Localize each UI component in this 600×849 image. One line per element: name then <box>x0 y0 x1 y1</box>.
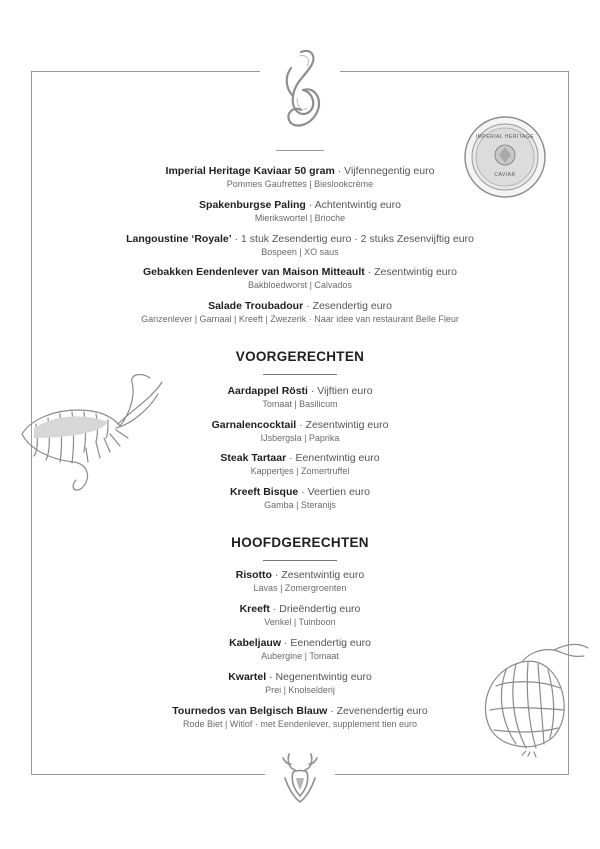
dish-description: Pommes Gaufrettes | Bieslookcrème <box>226 179 374 189</box>
separator: · <box>281 637 291 649</box>
menu-item <box>0 418 600 445</box>
menu-item-name <box>0 198 600 212</box>
menu-item-name <box>0 636 600 650</box>
dish-price: Negenentwintig euro <box>275 671 372 683</box>
dish-price: Zesentwintig euro <box>281 569 365 581</box>
dish-name: Tournedos van Belgisch Blauw <box>172 705 328 717</box>
menu-item <box>0 670 600 697</box>
menu-item-name <box>0 384 600 398</box>
menu-item <box>0 384 600 411</box>
separator: · <box>327 705 337 717</box>
dish-name: Langoustine ‘Royale’ <box>126 233 232 245</box>
dish-name: Steak Tartaar <box>220 452 287 464</box>
section-divider <box>263 560 337 561</box>
dish-price: Zevenendertig euro <box>336 705 428 717</box>
dish-name: Garnalencocktail <box>211 419 300 431</box>
dish-price: Vijftien euro <box>317 385 373 397</box>
dish-description: Rode Biet | Witlof · met Eendenlever, supplement tien euro <box>183 719 417 729</box>
dish-name: Kreeft <box>239 603 270 615</box>
dish-price: Zesentwintig euro <box>305 419 389 431</box>
menu-item <box>0 704 600 731</box>
menu-item-name <box>0 232 600 246</box>
menu-item-name <box>0 299 600 313</box>
menu-item <box>0 299 600 326</box>
dish-name: Kabeljauw <box>229 637 282 649</box>
dish-price: Eenentwintig euro <box>295 452 380 464</box>
section-title-voorgerechten: VOORGERECHTEN <box>235 349 365 364</box>
dish-name: Aardappel Rösti <box>227 385 308 397</box>
dish-price: Zesendertig euro <box>312 300 392 312</box>
caviar-tin-line2: CAVIAR <box>494 172 516 178</box>
menu-item-name <box>0 602 600 616</box>
menu-item-name <box>0 451 600 465</box>
dish-price: 1 stuk Zesendertig euro · 2 stuks Zesenvijftig euro <box>241 233 474 245</box>
separator: · <box>303 300 313 312</box>
section-title-hoofdgerechten: HOOFDGERECHTEN <box>231 535 369 550</box>
menu-item-name <box>0 568 600 582</box>
dish-price: Drieëndertig euro <box>279 603 361 615</box>
dish-price: Zesentwintig euro <box>374 266 457 278</box>
separator: · <box>305 199 315 211</box>
separator: · <box>307 385 318 397</box>
dish-description: Venkel | Tuinboon <box>264 617 336 627</box>
dish-description: Bospeen | XO saus <box>261 247 339 257</box>
dish-description: Lavas | Zomergroenten <box>253 583 347 593</box>
stag-crest-icon <box>275 748 325 804</box>
dish-name: Kreeft Bisque <box>229 486 299 498</box>
dish-name: Kwartel <box>228 671 267 683</box>
separator: · <box>299 419 306 431</box>
menu-item-name <box>0 670 600 684</box>
dish-name: Gebakken Eendenlever van Maison Mitteault <box>143 266 365 278</box>
dish-price: Veertien euro <box>307 486 371 498</box>
separator: · <box>231 233 242 245</box>
dish-description: Aubergine | Tomaat <box>261 651 339 661</box>
menu-item <box>0 265 600 292</box>
separator: · <box>271 569 282 581</box>
section-divider <box>263 374 337 375</box>
menu-item-name <box>0 265 600 279</box>
dish-name: Spakenburgse Paling <box>199 199 306 211</box>
caviar-tin-line1: IMPERIAL HERITAGE <box>475 134 535 140</box>
menu-item <box>0 451 600 478</box>
dish-description: Gamba | Steranijs <box>264 500 336 510</box>
menu-item <box>0 198 600 225</box>
separator: · <box>286 452 296 464</box>
separator: · <box>334 165 345 177</box>
dish-name: Salade Troubadour <box>208 300 304 312</box>
menu-item <box>0 636 600 663</box>
separator: · <box>298 486 308 498</box>
dish-description: Mierikswortel | Brioche <box>254 213 346 223</box>
separator: · <box>266 671 276 683</box>
dish-description: Ganzenlever | Garnaal | Kreeft | Zwezerik · Naar idee van restaurant Belle Fleur <box>141 314 459 324</box>
dish-name: Imperial Heritage Kaviaar 50 gram <box>165 165 335 177</box>
menu-item-name <box>0 164 600 178</box>
dish-price: Eenendertig euro <box>290 637 371 649</box>
dish-description: Kappertjes | Zomertruffel <box>250 466 350 476</box>
logo-divider <box>276 150 324 151</box>
dish-description: IJsbergsla | Paprika <box>260 433 340 443</box>
menu-item-name <box>0 418 600 432</box>
dish-price: Achtentwintig euro <box>314 199 401 211</box>
monogram-logo-icon <box>271 46 329 138</box>
separator: · <box>269 603 280 615</box>
menu-item <box>0 485 600 512</box>
menu-item <box>0 568 600 595</box>
menu-item-name <box>0 704 600 718</box>
dish-description: Prei | Knolselderij <box>265 685 335 695</box>
separator: · <box>364 266 375 278</box>
dish-description: Bakbloedworst | Calvados <box>248 280 352 290</box>
dish-price: Vijfennegentig euro <box>344 165 435 177</box>
menu-item <box>0 232 600 259</box>
dish-name: Risotto <box>235 569 272 581</box>
dish-description: Tomaat | Basilicum <box>262 399 338 409</box>
menu-item-name <box>0 485 600 499</box>
menu-item <box>0 602 600 629</box>
menu-item <box>0 164 600 191</box>
